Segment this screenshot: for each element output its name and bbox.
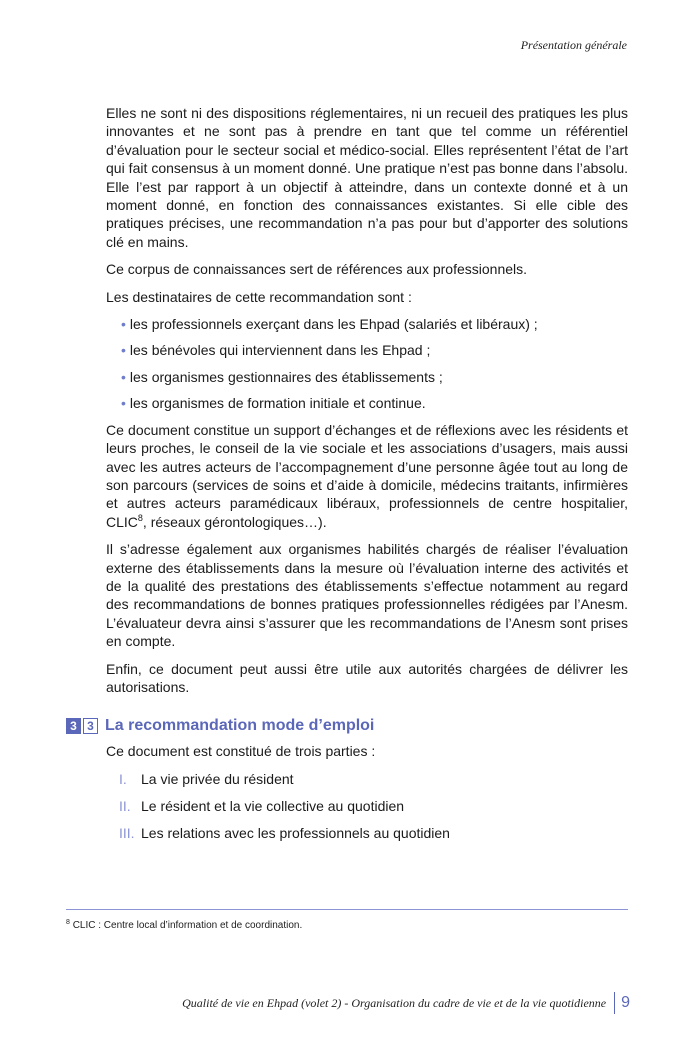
footer-title: Qualité de vie en Ehpad (volet 2) - Organisation du cadre de vie et de la vie quotidienne (182, 995, 607, 1010)
bullet-icon: • (121, 342, 126, 359)
paragraph-3: Les destinataires de cette recommandation sont : (106, 288, 412, 305)
paragraph-6: Enfin, ce document peut aussi être utile aux autorités chargées de délivrer les autorisations. (106, 660, 628, 695)
section-title: La recommandation mode d’emploi (105, 717, 375, 734)
section-intro: Ce document est constitué de trois parties : (106, 743, 376, 759)
paragraph-2: Ce corpus de connaissances sert de références aux professionnels. (106, 261, 528, 278)
footer-divider (614, 992, 615, 1014)
list-item: II. Le résident et la vie collective au quotidien (119, 798, 405, 814)
list-item: I. La vie privée du résident (119, 771, 294, 787)
part-number: III. (119, 825, 135, 841)
list-item: III. Les relations avec les professionnels au quotidien (119, 825, 450, 841)
list-item: • les organismes gestionnaires des établissements ; (121, 368, 443, 385)
footnote-ref[interactable]: 8 (137, 512, 143, 523)
audience-list (106, 315, 628, 413)
page-footer (182, 992, 630, 1014)
bullet-icon: • (121, 395, 126, 412)
section-number-box: 3 (66, 718, 81, 734)
list-item: • les professionnels exerçant dans les Ehpad (salariés et libéraux) ; (121, 316, 538, 333)
body-content (106, 104, 628, 705)
running-header: Présentation générale (520, 38, 627, 52)
section-3-3 (66, 716, 628, 851)
paragraph-1: Elles ne sont ni des dispositions réglementaires, ni un recueil des pratiques les plus innovantes et ne sont pas à prendre en tant que tel comme un référentiel d’évaluation pour le secteur social et médico-social. Elles représentent l’état de l’art qui fait consensus à un moment donné. Une pratique n’est pas bonne dans l’absolu. Elle l’est par rapport à un objectif à atteindre, dans un contexte donné et à un moment donné, en fonction des connaissances existantes. Si elle cible des pratiques précises, une recommandation n’a pas pour but d’apporter des solutions clé en mains. (106, 105, 628, 250)
parts-list (119, 770, 628, 842)
subsection-number-box: 3 (83, 718, 98, 734)
bullet-icon: • (121, 368, 126, 385)
footnote-marker: 8 (66, 919, 70, 926)
list-item: • les organismes de formation initiale et continue. (121, 395, 426, 412)
paragraph-5: Il s’adresse également aux organismes habilités chargés de réaliser l’évaluation externe des établissements dans la mesure où l’évaluation interne des activités et de la qualité des prestations des établissements s’effectue notamment au regard des recommandations de bonnes pratiques professionnelles rédigées par l’Anesm. L’évaluateur devra ainsi s’assurer que les recommandations de l’Anesm sont prises en compte. (106, 541, 628, 650)
list-item: • les bénévoles qui interviennent dans les Ehpad ; (121, 342, 431, 359)
bullet-icon: • (121, 316, 126, 333)
page-number: 9 (621, 994, 630, 1011)
section-heading (66, 716, 628, 736)
part-number: I. (119, 771, 127, 787)
footnote: $^8$ CLIC : Centre local d’information et de coordination. (66, 919, 303, 931)
paragraph-4: Ce document constitue un support d’échanges et de réflexions avec les résidents et leurs proches, le conseil de la vie sociale et les associations d’usagers, mais aussi avec les autres acteurs de l’accompagnement d’une personne âgée tout au long de son parcours (services de soins et d’aide à domicile, médecins traitants, infirmières et autres acteurs paramédicaux libéraux, professionnels de centre hospitalier, CLIC$^8$, réseaux gérontologiques…). (106, 421, 628, 530)
footnote-divider (66, 909, 628, 910)
part-number: II. (119, 798, 131, 814)
